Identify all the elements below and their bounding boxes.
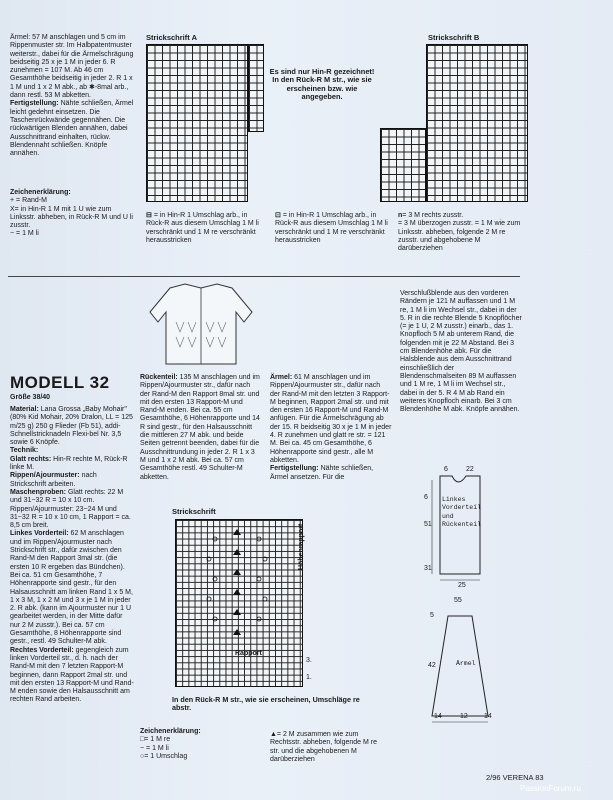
chart-a-grid bbox=[146, 44, 248, 202]
dim-top-a: 6 bbox=[444, 466, 448, 473]
schematic-front-label: Linkes Vorderteil und Rückenteil bbox=[442, 496, 482, 528]
chart-a-grid-step bbox=[248, 44, 264, 132]
watermark: PassionForum.ru bbox=[520, 784, 581, 793]
chart-main-note: In den Rück-R M str., wie sie erscheinen, Umschläge re abstr. bbox=[172, 695, 360, 713]
divider bbox=[8, 276, 520, 277]
legend-top-item: − = 1 M li bbox=[10, 230, 39, 238]
chart-b-title: Strickschrift B bbox=[428, 33, 480, 42]
dim-sleeve-a: 14 bbox=[434, 713, 442, 720]
finish-label: Fertigstellung: bbox=[10, 100, 59, 108]
dim-sleeve-side: 42 bbox=[428, 662, 436, 669]
model-size: Größe 38/40 bbox=[10, 394, 51, 401]
chart-a-note: Es sind nur Hin-R gezeichnet! In den Rück-R M str., wie sie erscheinen bzw. wie angegeben. bbox=[269, 67, 375, 101]
page-footer: 2/96 VERENA 83 bbox=[486, 773, 544, 782]
chart-main-motifs bbox=[175, 519, 303, 687]
schematic-sleeve-label: Ärmel bbox=[456, 660, 476, 667]
dim-sleeve-top: 55 bbox=[454, 597, 462, 604]
legend-bottom-triangle: ▲= 2 M zusammen wie zum Rechtsstr. abheben, folgende M re str. und die abgehobenen M darüberziehen bbox=[270, 731, 378, 763]
dim-sleeve-b: 12 bbox=[460, 713, 468, 720]
chart-b-grid bbox=[426, 44, 528, 202]
button-band-text: Verschlußblende aus den vorderen Rändern je 121 M auffassen und 1 M re, 1 M li im Wechsel str., dabei in der 5. R in die rechte Blende 5 Knopflöcher (= je 1 U, 2 M zusstr.) einarb., das 1. Knopfloch 5 M ab unterem Rand, die folgenden mit je 22 M Abstand. Bei 3 cm Blendenhöhe abk. Für die Halsblende aus dem Ausschnittrand einschließlich der Blendenschmalseiten 89 M auffassen und 1 M re, 1 M li im Wechsel str., dabei in der 5. R 4 M ab Rand ein weiteres Knopfloch einarb. Bei 3 cm Blendenhöhe M abk. Knöpfe annähen. bbox=[400, 290, 522, 414]
height-repeat-label: Höhenrapport bbox=[298, 523, 305, 570]
dim-sleeve-c: 14 bbox=[484, 713, 492, 720]
legend-top-title: Zeichenerklärung: bbox=[10, 189, 71, 196]
sleeve-instructions-text: Ärmel: 57 M anschlagen und 5 cm im Rippenmuster str. Im Halbpatentmuster weiterstr., dabei für die Ärmelschrägung beidseitig 25 x je 1 M in jeder 6. R zunehmen = 107 M. Ab 46 cm Gesamthöhe beidseitig in jeder 2. R 1 x 1 M und 1 x 2 M abk., ab ✱-8mal arb., dann restl. 53 M abketten. Fertigstellung: Nähte schließen, Ärmel leicht gedehnt einsetzen. Die Taschenrückwände gegennähen. Die rückwärtigen Blenden annähen, dabei Ausschnittrand einhalten, rückw. Blendennaht schließen. Knöpfe annähen. bbox=[10, 34, 134, 158]
legend-top bbox=[10, 189, 134, 239]
row-1-label: 1. bbox=[306, 674, 312, 681]
cardigan-sketch bbox=[140, 282, 262, 370]
row-3-label: 3. bbox=[306, 657, 312, 664]
legend-bottom: Zeichenerklärung: □= 1 M re − = 1 M li ○= 1 Umschlag bbox=[140, 728, 201, 760]
yarnover-twist-icon: ⊟ bbox=[146, 212, 154, 219]
chart-b-grid-step bbox=[380, 128, 426, 202]
repeat-label: Rapport bbox=[235, 650, 262, 657]
dim-top-b: 22 bbox=[466, 466, 474, 473]
dim-sleeve-cut: 5 bbox=[430, 612, 434, 619]
chart-a-title: Strickschrift A bbox=[146, 33, 197, 42]
symbol-n-label: n bbox=[398, 212, 403, 219]
chart-main-title: Strickschrift bbox=[172, 507, 216, 516]
symbol-1: ⊟ = in Hin-R 1 Umschlag arb., in Rück-R aus diesem Umschlag 1 M li verschränkt und 1 M re verschränkt herausstricken bbox=[146, 212, 259, 244]
model-instructions: Material: Lana Grossa „Baby Mohair" (80% Kid Mohair, 20% Dralon, LL = 125 m/25 g) 250 g Flieder (Fb 51), addi-Schnellstricknadeln Flexi-bel Nr. 3,5 sowie 6 Knöpfe. Technik: Glatt rechts: Hin-R rechte M, Rück-R linke M. Rippen/Ajourmuster: nach Strickschrift arbeiten. Maschenproben: Glatt rechts: 22 M und 31−32 R = 10 x 10 cm. Rippen/Ajourmuster: 23−24 M und 31−32 R = 10 x 10 cm, 1 Rapport = ca. 8,5 cm breit. Linkes Vorderteil: 62 M anschlagen und im Rippen/Ajourmuster nach Strickschrift str., dafür zwischen den Rand-M den Rapport 3mal str. (die ersten 10 R ergeben das Bündchen). Bei ca. 51 cm Gesamthöhe, 7 Höhenrapporte sind gestr., für den Halsausschnitt am linken Rand 1 x 5 M, 1 x 3 M, 1 x 2 M und 3 x je 1 M in jeder 2. R abk. (kann im Ajourmuster nur 1 U gearbeitet werden, in der Mitte dafür nur 2 M zusstr.). Bei ca. 57 cm Gesamthöhe, 8 Höhenrapporte sind gestr., restl. 49 Schulter-M abk. Rechtes Vorderteil: gegengleich zum linken Vorderteil str., d. h. nach der Rand-M mit den 7 letzten Rapport-M beginnen, dann Rapport 2mal str. und mit den ersten 13 Rapport-M und Rand-M enden sowie den Halsausschnitt am rechten Rand arbeiten. bbox=[10, 406, 134, 704]
dim-side-a: 51 bbox=[424, 521, 432, 528]
legend-top-item: X= in Hin-R 1 M mit 1 U wie zum Linksstr. abheben, in Rück-R M und U li zusstr. bbox=[10, 205, 133, 230]
dim-side-b: 6 bbox=[424, 494, 428, 501]
sleeve-model-text: Ärmel: 61 M anschlagen und im Rippen/Ajourmuster str., dafür nach der Rand-M mit den letzten 3 Rapport-M beginnen, Rapport 2mal str. und mit den ersten 16 Rapport-M und Rand-M anfügen. Für die Ärmelschrägung ab der 15. R beidseitig 30 x je 1 M in jeder 4. R zunehmen und glatt re str. = 121 M. Bei ca. 45 cm Gesamthöhe, 6 Höhenrapporte sind gestr., alle M abketten. Fertigstellung: Nähte schließen, Ärmel ansetzen. Für die bbox=[270, 374, 392, 481]
legend-top-item: + = Rand-M bbox=[10, 197, 47, 205]
dim-bottom-a: 31 bbox=[424, 565, 432, 572]
finish-text: Nähte schließen, Ärmel leicht gedehnt einsetzen. Die Taschenrückwände gegennähen. Die rückwärtigen Blenden annähen, dabei Ausschnittrand einhalten, rückw. Blendennaht schließen. Knöpfe annähen. bbox=[10, 100, 134, 158]
model-title: MODELL 32 bbox=[10, 373, 110, 392]
dim-bottom-b: 25 bbox=[458, 582, 466, 589]
back-instructions: Rückenteil: 135 M anschlagen und im Rippen/Ajourmuster str., dafür nach der Rand-M den Rapport 8mal str. und mit den ersten 13 Rapport-M und Rand-M enden. Bei ca. 55 cm Gesamthöhe, 6 Höhenrapporte und 14 R sind gestr., für den Halsausschnitt die mittleren 27 M abk. und beide Seiten getrennt beenden, dabei für die Ausschnittrundung in jeder 2. R 1 x 3 M und 1 x 2 M abk. Bei ca. 57 cm Gesamthöhe restl. 49 Schulter-M abketten. bbox=[140, 374, 260, 481]
yarnover-icon: ⊡ bbox=[275, 212, 283, 219]
symbol-3: n= 3 M rechts zusstr. = 3 M überzogen zusstr. = 1 M wie zum Linksstr. abheben, folgende 2 M re zusstr. und abgehobene M darüberziehen bbox=[398, 212, 521, 253]
symbol-2: ⊡ = in Hin-R 1 Umschlag arb., in Rück-R aus diesem Umschlag 1 M li verschränkt und 1 M re verschränkt herausstricken bbox=[275, 212, 388, 244]
